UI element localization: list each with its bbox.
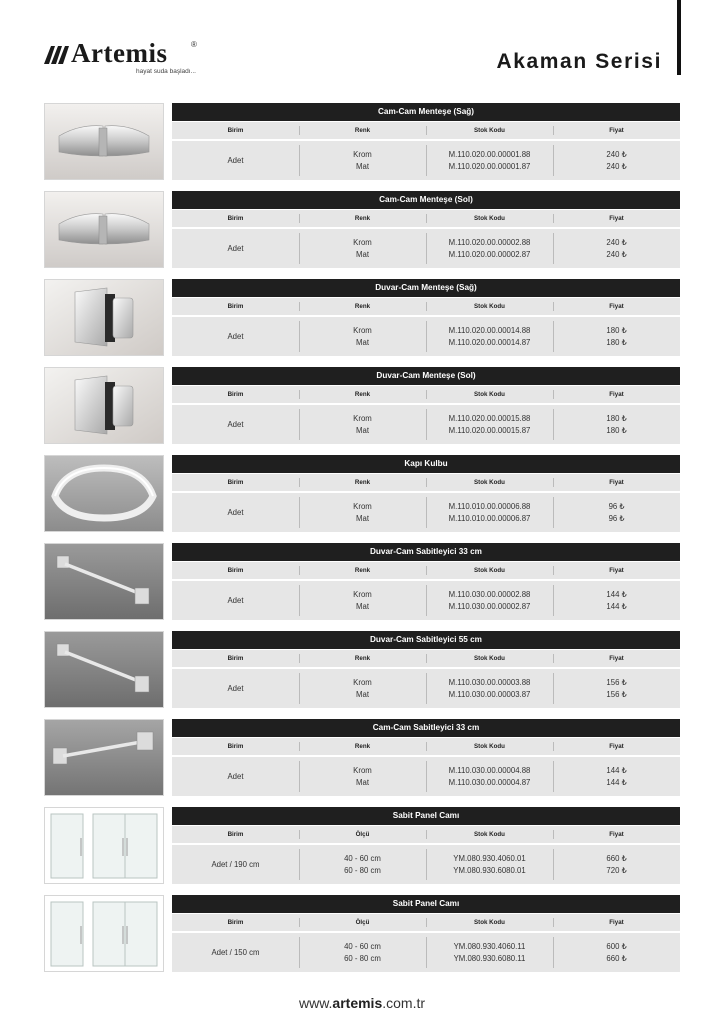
unit-value: Adet	[227, 771, 244, 781]
column-header-code: Stok Kodu	[426, 298, 553, 315]
color-value: Mat	[356, 161, 369, 171]
product-table	[172, 719, 680, 796]
product-table	[172, 895, 680, 972]
table-header	[172, 826, 680, 843]
registered-mark: ®	[191, 40, 197, 49]
stock-code: M.110.020.00.00001.87	[448, 161, 531, 171]
price-cell	[553, 229, 680, 268]
stock-code: M.110.030.00.00003.87	[448, 689, 531, 699]
price-cell	[553, 933, 680, 972]
table-row	[172, 493, 680, 532]
code-cell	[426, 669, 553, 708]
column-header-color: Renk	[299, 738, 426, 755]
unit-value: Adet	[227, 419, 244, 429]
column-header-color: Renk	[299, 210, 426, 227]
product-title: Sabit Panel Camı	[172, 895, 680, 913]
stock-code: M.110.020.00.00014.88	[448, 325, 531, 335]
price-cell	[553, 405, 680, 444]
product-title: Cam-Cam Menteşe (Sağ)	[172, 103, 680, 121]
color-cell	[299, 141, 426, 180]
stock-code: YM.080.930.4060.01	[453, 853, 526, 863]
column-header-color: Renk	[299, 298, 426, 315]
price-value: 180 ₺	[606, 337, 627, 347]
color-value: Krom	[353, 677, 372, 687]
column-header-unit: Birim	[227, 567, 244, 574]
color-value: Mat	[356, 689, 369, 699]
table-row	[172, 405, 680, 444]
product-table	[172, 103, 680, 180]
unit-cell	[172, 845, 299, 884]
code-cell	[426, 229, 553, 268]
column-header-unit: Birim	[227, 743, 244, 750]
table-header	[172, 210, 680, 227]
size-value: 40 - 60 cm	[344, 853, 381, 863]
column-header-unit: Birim	[227, 391, 244, 398]
brand-name: Artemis	[71, 38, 168, 68]
color-cell	[299, 581, 426, 620]
product-image	[44, 367, 164, 444]
unit-cell	[172, 581, 299, 620]
column-header-color: Renk	[299, 650, 426, 667]
stock-code: M.110.020.00.00015.88	[448, 413, 531, 423]
footer-website[interactable]	[0, 995, 724, 1011]
code-cell	[426, 845, 553, 884]
code-cell	[426, 493, 553, 532]
stock-code: YM.080.930.4060.11	[453, 941, 526, 951]
unit-value: Adet	[227, 595, 244, 605]
footer-url-prefix: www.	[298, 995, 333, 1011]
code-cell	[426, 317, 553, 356]
stock-code: M.110.010.00.00006.87	[448, 513, 531, 523]
unit-value: Adet	[227, 683, 244, 693]
price-value: 96 ₺	[608, 501, 625, 511]
color-value: Krom	[353, 765, 372, 775]
price-value: 660 ₺	[606, 953, 627, 963]
product-table	[172, 367, 680, 444]
column-header-color: Renk	[299, 122, 426, 139]
product-block	[44, 807, 680, 884]
product-title: Kapı Kulbu	[172, 455, 680, 473]
column-header-size: Ölçü	[299, 826, 426, 843]
product-table	[172, 191, 680, 268]
product-title: Sabit Panel Camı	[172, 807, 680, 825]
unit-cell	[172, 405, 299, 444]
column-header-price: Fiyat	[553, 122, 680, 139]
column-header-size: Ölçü	[299, 914, 426, 931]
code-cell	[426, 757, 553, 796]
table-row	[172, 141, 680, 180]
price-value: 180 ₺	[606, 425, 627, 435]
product-table	[172, 543, 680, 620]
unit-cell	[172, 757, 299, 796]
table-row	[172, 229, 680, 268]
table-header	[172, 474, 680, 491]
price-value: 660 ₺	[606, 853, 627, 863]
size-value: 60 - 80 cm	[344, 953, 381, 963]
column-header-unit: Birim	[227, 655, 244, 662]
product-image	[44, 631, 164, 708]
column-header-unit: Birim	[227, 127, 244, 134]
stock-code: M.110.030.00.00003.88	[448, 677, 531, 687]
column-header-color: Renk	[299, 386, 426, 403]
column-header-unit: Birim	[227, 215, 244, 222]
color-cell	[299, 405, 426, 444]
color-value: Krom	[353, 501, 372, 511]
unit-value: Adet	[227, 507, 244, 517]
color-value: Krom	[353, 413, 372, 423]
code-cell	[426, 141, 553, 180]
table-row	[172, 845, 680, 884]
stock-code: M.110.020.00.00002.88	[448, 237, 531, 247]
table-header	[172, 562, 680, 579]
column-header-price: Fiyat	[553, 210, 680, 227]
product-image	[44, 807, 164, 884]
color-cell	[299, 317, 426, 356]
table-header	[172, 122, 680, 139]
table-header	[172, 298, 680, 315]
price-cell	[553, 845, 680, 884]
table-row	[172, 581, 680, 620]
product-image	[44, 895, 164, 972]
stock-code: M.110.030.00.00004.88	[448, 765, 531, 775]
price-value: 180 ₺	[606, 413, 627, 423]
column-header-code: Stok Kodu	[426, 122, 553, 139]
color-value: Mat	[356, 777, 369, 787]
color-cell	[299, 229, 426, 268]
price-value: 156 ₺	[606, 677, 627, 687]
column-header-code: Stok Kodu	[426, 386, 553, 403]
product-block	[44, 367, 680, 444]
column-header-price: Fiyat	[553, 826, 680, 843]
table-row	[172, 757, 680, 796]
stock-code: M.110.020.00.00002.87	[448, 249, 531, 259]
unit-cell	[172, 493, 299, 532]
price-value: 144 ₺	[606, 589, 627, 599]
brand-tagline: hayat suda başladı...	[136, 68, 196, 75]
color-value: Mat	[356, 249, 369, 259]
product-block	[44, 895, 680, 972]
column-header-code: Stok Kodu	[426, 210, 553, 227]
color-cell	[299, 493, 426, 532]
header-divider	[677, 0, 681, 75]
column-header-price: Fiyat	[553, 474, 680, 491]
product-title: Cam-Cam Menteşe (Sol)	[172, 191, 680, 209]
unit-value: Adet / 190 cm	[211, 859, 260, 869]
product-block	[44, 191, 680, 268]
price-cell	[553, 493, 680, 532]
column-header-unit: Birim	[227, 303, 244, 310]
logo-mark-icon	[44, 44, 70, 64]
table-row	[172, 317, 680, 356]
unit-cell	[172, 141, 299, 180]
color-value: Mat	[356, 337, 369, 347]
product-block	[44, 719, 680, 796]
product-title: Duvar-Cam Menteşe (Sağ)	[172, 279, 680, 297]
stock-code: YM.080.930.6080.01	[453, 865, 526, 875]
column-header-unit: Birim	[227, 919, 244, 926]
table-header	[172, 386, 680, 403]
product-block	[44, 543, 680, 620]
price-value: 96 ₺	[608, 513, 625, 523]
footer-url-domain: artemis	[332, 995, 383, 1011]
table-row	[172, 933, 680, 972]
price-value: 240 ₺	[606, 161, 627, 171]
stock-code: M.110.020.00.00014.87	[448, 337, 531, 347]
price-value: 144 ₺	[606, 765, 627, 775]
code-cell	[426, 581, 553, 620]
table-row	[172, 669, 680, 708]
product-title: Duvar-Cam Sabitleyici 33 cm	[172, 543, 680, 561]
color-value: Krom	[353, 237, 372, 247]
stock-code: M.110.010.00.00006.88	[448, 501, 531, 511]
product-block	[44, 279, 680, 356]
product-block	[44, 455, 680, 532]
price-value: 240 ₺	[606, 149, 627, 159]
color-value: Mat	[356, 513, 369, 523]
column-header-unit: Birim	[227, 831, 244, 838]
stock-code: M.110.020.00.00015.87	[448, 425, 531, 435]
color-value: Mat	[356, 601, 369, 611]
price-value: 240 ₺	[606, 237, 627, 247]
column-header-unit: Birim	[227, 479, 244, 486]
color-cell	[299, 757, 426, 796]
price-value: 240 ₺	[606, 249, 627, 259]
product-image	[44, 455, 164, 532]
unit-value: Adet / 150 cm	[211, 947, 260, 957]
column-header-price: Fiyat	[553, 298, 680, 315]
size-value: 60 - 80 cm	[344, 865, 381, 875]
size-value: 40 - 60 cm	[344, 941, 381, 951]
unit-value: Adet	[227, 243, 244, 253]
page-title: Akaman Serisi	[496, 50, 662, 73]
unit-cell	[172, 669, 299, 708]
column-header-code: Stok Kodu	[426, 650, 553, 667]
stock-code: YM.080.930.6080.11	[453, 953, 526, 963]
unit-cell	[172, 229, 299, 268]
table-header	[172, 738, 680, 755]
color-cell	[299, 669, 426, 708]
unit-cell	[172, 933, 299, 972]
stock-code: M.110.020.00.00001.88	[448, 149, 531, 159]
price-cell	[553, 669, 680, 708]
column-header-price: Fiyat	[553, 738, 680, 755]
table-header	[172, 914, 680, 931]
product-block	[44, 631, 680, 708]
brand-logo	[44, 38, 214, 78]
price-value: 144 ₺	[606, 601, 627, 611]
column-header-code: Stok Kodu	[426, 826, 553, 843]
column-header-price: Fiyat	[553, 650, 680, 667]
product-image	[44, 279, 164, 356]
product-table	[172, 807, 680, 884]
product-title: Cam-Cam Sabitleyici 33 cm	[172, 719, 680, 737]
column-header-color: Renk	[299, 474, 426, 491]
product-table	[172, 455, 680, 532]
color-value: Krom	[353, 149, 372, 159]
product-table	[172, 279, 680, 356]
product-image	[44, 103, 164, 180]
column-header-code: Stok Kodu	[426, 914, 553, 931]
product-image	[44, 719, 164, 796]
product-title: Duvar-Cam Sabitleyici 55 cm	[172, 631, 680, 649]
unit-cell	[172, 317, 299, 356]
product-title: Duvar-Cam Menteşe (Sol)	[172, 367, 680, 385]
stock-code: M.110.030.00.00002.87	[448, 601, 531, 611]
price-cell	[553, 317, 680, 356]
price-value: 600 ₺	[606, 941, 627, 951]
price-cell	[553, 141, 680, 180]
unit-value: Adet	[227, 331, 244, 341]
price-value: 720 ₺	[606, 865, 627, 875]
price-cell	[553, 581, 680, 620]
column-header-color: Renk	[299, 562, 426, 579]
table-header	[172, 650, 680, 667]
price-cell	[553, 757, 680, 796]
color-value: Krom	[353, 589, 372, 599]
color-value: Krom	[353, 325, 372, 335]
product-table	[172, 631, 680, 708]
column-header-price: Fiyat	[553, 562, 680, 579]
price-value: 156 ₺	[606, 689, 627, 699]
size-cell	[299, 845, 426, 884]
footer-url-suffix: .com.tr	[382, 995, 426, 1011]
product-image	[44, 191, 164, 268]
column-header-code: Stok Kodu	[426, 738, 553, 755]
column-header-code: Stok Kodu	[426, 562, 553, 579]
code-cell	[426, 405, 553, 444]
stock-code: M.110.030.00.00002.88	[448, 589, 531, 599]
column-header-price: Fiyat	[553, 914, 680, 931]
column-header-price: Fiyat	[553, 386, 680, 403]
color-value: Mat	[356, 425, 369, 435]
code-cell	[426, 933, 553, 972]
column-header-code: Stok Kodu	[426, 474, 553, 491]
product-image	[44, 543, 164, 620]
size-cell	[299, 933, 426, 972]
unit-value: Adet	[227, 155, 244, 165]
price-value: 144 ₺	[606, 777, 627, 787]
price-value: 180 ₺	[606, 325, 627, 335]
stock-code: M.110.030.00.00004.87	[448, 777, 531, 787]
product-block	[44, 103, 680, 180]
